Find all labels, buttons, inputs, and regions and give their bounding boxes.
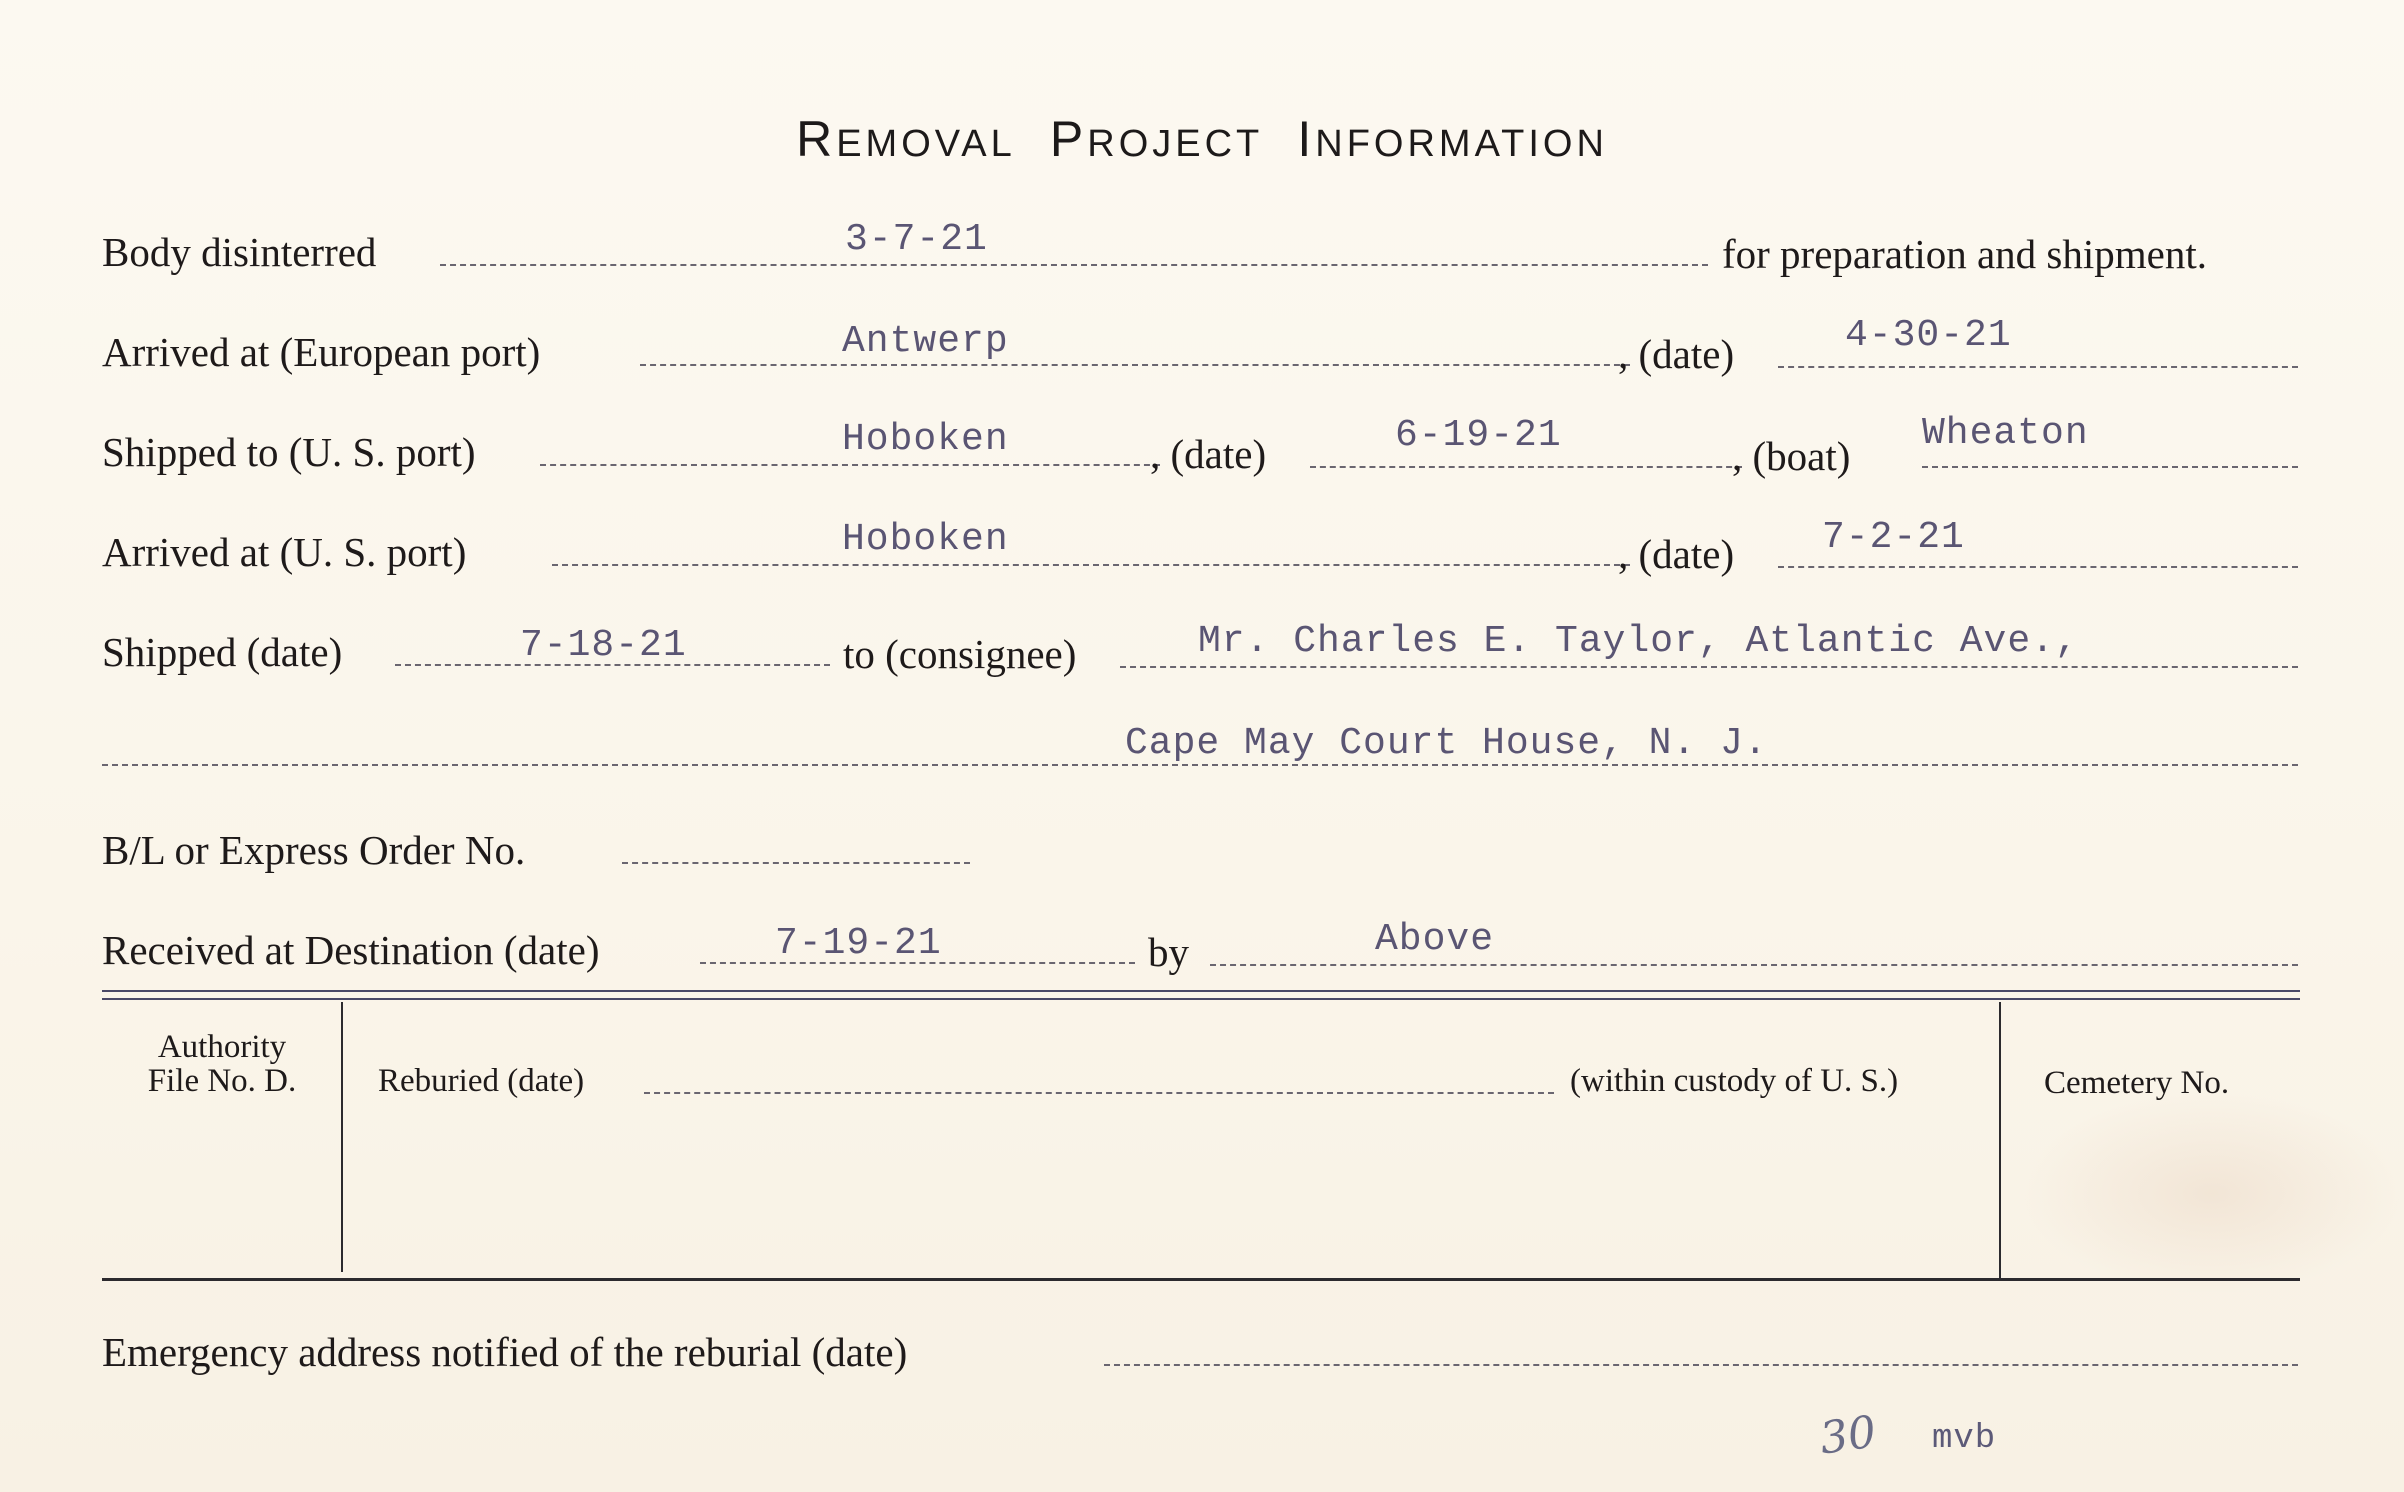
reburied-label: Reburied (date) xyxy=(378,1063,585,1099)
shipped-us-boat-line xyxy=(1922,466,2298,468)
authority-file-label: Authority File No. D. xyxy=(147,1029,297,1099)
emergency-label: Emergency address notified of the reburial (date) xyxy=(102,1329,908,1375)
card-title: REMOVAL PROJECT INFORMATION xyxy=(796,111,1608,167)
bl-order-line xyxy=(622,862,970,864)
body-disinterred-value: 3-7-21 xyxy=(845,218,988,261)
consignee-line-1: Mr. Charles E. Taylor, Atlantic Ave., xyxy=(1198,620,2079,663)
shipped-us-date-label: , (date) xyxy=(1150,431,1267,477)
double-rule-bottom xyxy=(102,998,2300,1000)
received-by: Above xyxy=(1375,918,1495,961)
shipped-date-label: Shipped (date) xyxy=(102,629,343,675)
arrived-european-date: 4-30-21 xyxy=(1845,314,2012,357)
arrived-us-date-label: , (date) xyxy=(1618,531,1735,577)
shipped-us-boat: Wheaton xyxy=(1922,412,2089,455)
arrived-us-line xyxy=(552,564,1630,566)
shipped-us-port: Hoboken xyxy=(842,418,1009,461)
arrived-us-port: Hoboken xyxy=(842,518,1009,561)
bl-order-label: B/L or Express Order No. xyxy=(102,827,526,873)
handwritten-mark: 30 xyxy=(1816,1406,1880,1465)
shipped-us-date: 6-19-21 xyxy=(1395,414,1562,457)
shipped-us-line xyxy=(540,464,1160,466)
received-date: 7-19-21 xyxy=(775,922,942,965)
arrived-us-date-line xyxy=(1778,566,2298,568)
box-bottom-rule xyxy=(102,1278,2300,1281)
initials-stamp: mvb xyxy=(1932,1420,1997,1458)
consignee-line xyxy=(1120,666,2298,668)
consignee-line-2: Cape May Court House, N. J. xyxy=(1125,722,1768,765)
consignee-label: to (consignee) xyxy=(843,631,1077,677)
arrived-european-label: Arrived at (European port) xyxy=(102,329,541,375)
arrived-us-label: Arrived at (U. S. port) xyxy=(102,529,467,575)
received-by-line xyxy=(1210,964,2298,966)
arrived-european-date-line xyxy=(1778,366,2298,368)
shipped-date: 7-18-21 xyxy=(520,624,687,667)
shipped-us-date-line xyxy=(1310,466,1742,468)
arrived-us-date: 7-2-21 xyxy=(1822,516,1965,559)
emergency-line xyxy=(1104,1364,2298,1366)
shipped-us-boat-label: , (boat) xyxy=(1732,433,1851,479)
received-by-label: by xyxy=(1148,929,1189,975)
box-divider-right xyxy=(1999,1002,2001,1278)
arrived-european-port: Antwerp xyxy=(842,320,1009,363)
arrived-european-line xyxy=(640,364,1630,366)
body-disinterred-line xyxy=(440,264,1708,266)
double-rule-top xyxy=(102,990,2300,992)
body-disinterred-label: Body disinterred xyxy=(102,229,377,275)
shipped-us-label: Shipped to (U. S. port) xyxy=(102,429,476,475)
cemetery-label: Cemetery No. xyxy=(2044,1065,2230,1101)
custody-label: (within custody of U. S.) xyxy=(1570,1063,1899,1099)
received-label: Received at Destination (date) xyxy=(102,927,600,973)
reburied-line xyxy=(644,1092,1554,1094)
arrived-european-date-label: , (date) xyxy=(1618,331,1735,377)
body-disinterred-suffix: for preparation and shipment. xyxy=(1722,231,2208,277)
